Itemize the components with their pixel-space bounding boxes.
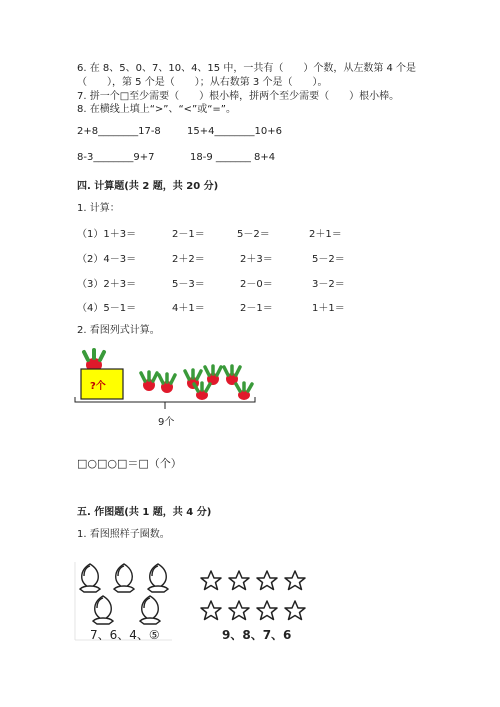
calc-cell: 5－3＝ — [172, 279, 205, 290]
star-icon — [285, 601, 305, 620]
peach-icon — [93, 596, 113, 624]
calc-cell: 2－1＝ — [172, 229, 205, 240]
compare-2a: 8-3________9+7 — [77, 152, 155, 163]
compare-1b: 15+4________10+6 — [187, 126, 282, 137]
calc-cell: （3）2＋3＝ — [77, 279, 137, 290]
question-8: 8. 在横线上填上“>”、“<”或“=”。 — [77, 104, 236, 115]
question-6-line2: （ ），第 5 个是（ ）；从右数第 3 个是（ ）。 — [77, 77, 328, 88]
star-icon — [257, 571, 277, 590]
calc-cell: 4＋1＝ — [172, 303, 205, 314]
section-5-title: 五. 作图题(共 1 题，共 4 分) — [77, 507, 212, 518]
star-icon — [201, 601, 221, 620]
total-count-label: 9个 — [158, 417, 175, 428]
calc-cell: 5－2＝ — [237, 229, 270, 240]
calc-cell: 2＋3＝ — [240, 254, 273, 265]
section-4-q2-label: 2. 看图列式计算。 — [77, 325, 160, 336]
star-caption: 9、8、7、6 — [222, 628, 292, 642]
question-7: 7. 拼一个□至少需要（ ）根小棒，拼两个至少需要（ ）根小棒。 — [77, 91, 400, 102]
compare-2b: 18-9 _______ 8+4 — [190, 152, 276, 163]
calc-cell: 2－0＝ — [240, 279, 273, 290]
section-5-q1-label: 1. 看图照样子圈数。 — [77, 529, 170, 540]
peach-icon — [80, 564, 100, 592]
star-icon — [201, 571, 221, 590]
section-4-q1-label: 1. 计算： — [77, 203, 120, 214]
star-icon — [229, 571, 249, 590]
star-icon — [257, 601, 277, 620]
unknown-count-label: ?个 — [90, 381, 106, 392]
peach-icon — [140, 596, 160, 624]
calc-cell: 3－2＝ — [312, 279, 345, 290]
question-6-line1: 6. 在 8、5、0、7、10、4、15 中，一共有（ ）个数，从左数第 4 个是 — [77, 63, 417, 74]
calc-cell: 1＋1＝ — [312, 303, 345, 314]
star-icon — [285, 571, 305, 590]
star-icon — [229, 601, 249, 620]
calc-cell: 2＋2＝ — [172, 254, 205, 265]
calc-cell: 2＋1＝ — [309, 229, 342, 240]
calc-cell: （4）5－1＝ — [77, 303, 137, 314]
peach-icon — [148, 564, 168, 592]
calc-cell: 2－1＝ — [240, 303, 273, 314]
calc-cell: 5－2＝ — [312, 254, 345, 265]
calc-cell: （2）4－3＝ — [77, 254, 137, 265]
section-4-title: 四. 计算题(共 2 题，共 20 分) — [77, 181, 219, 192]
calc-cell: （1）1＋3＝ — [77, 229, 137, 240]
peach-caption: 7、6、4、⑤ — [90, 628, 160, 642]
compare-1a: 2+8________17-8 — [77, 126, 161, 137]
peach-icon — [114, 564, 134, 592]
answer-formula: □○□○□＝□（个） — [77, 457, 182, 470]
